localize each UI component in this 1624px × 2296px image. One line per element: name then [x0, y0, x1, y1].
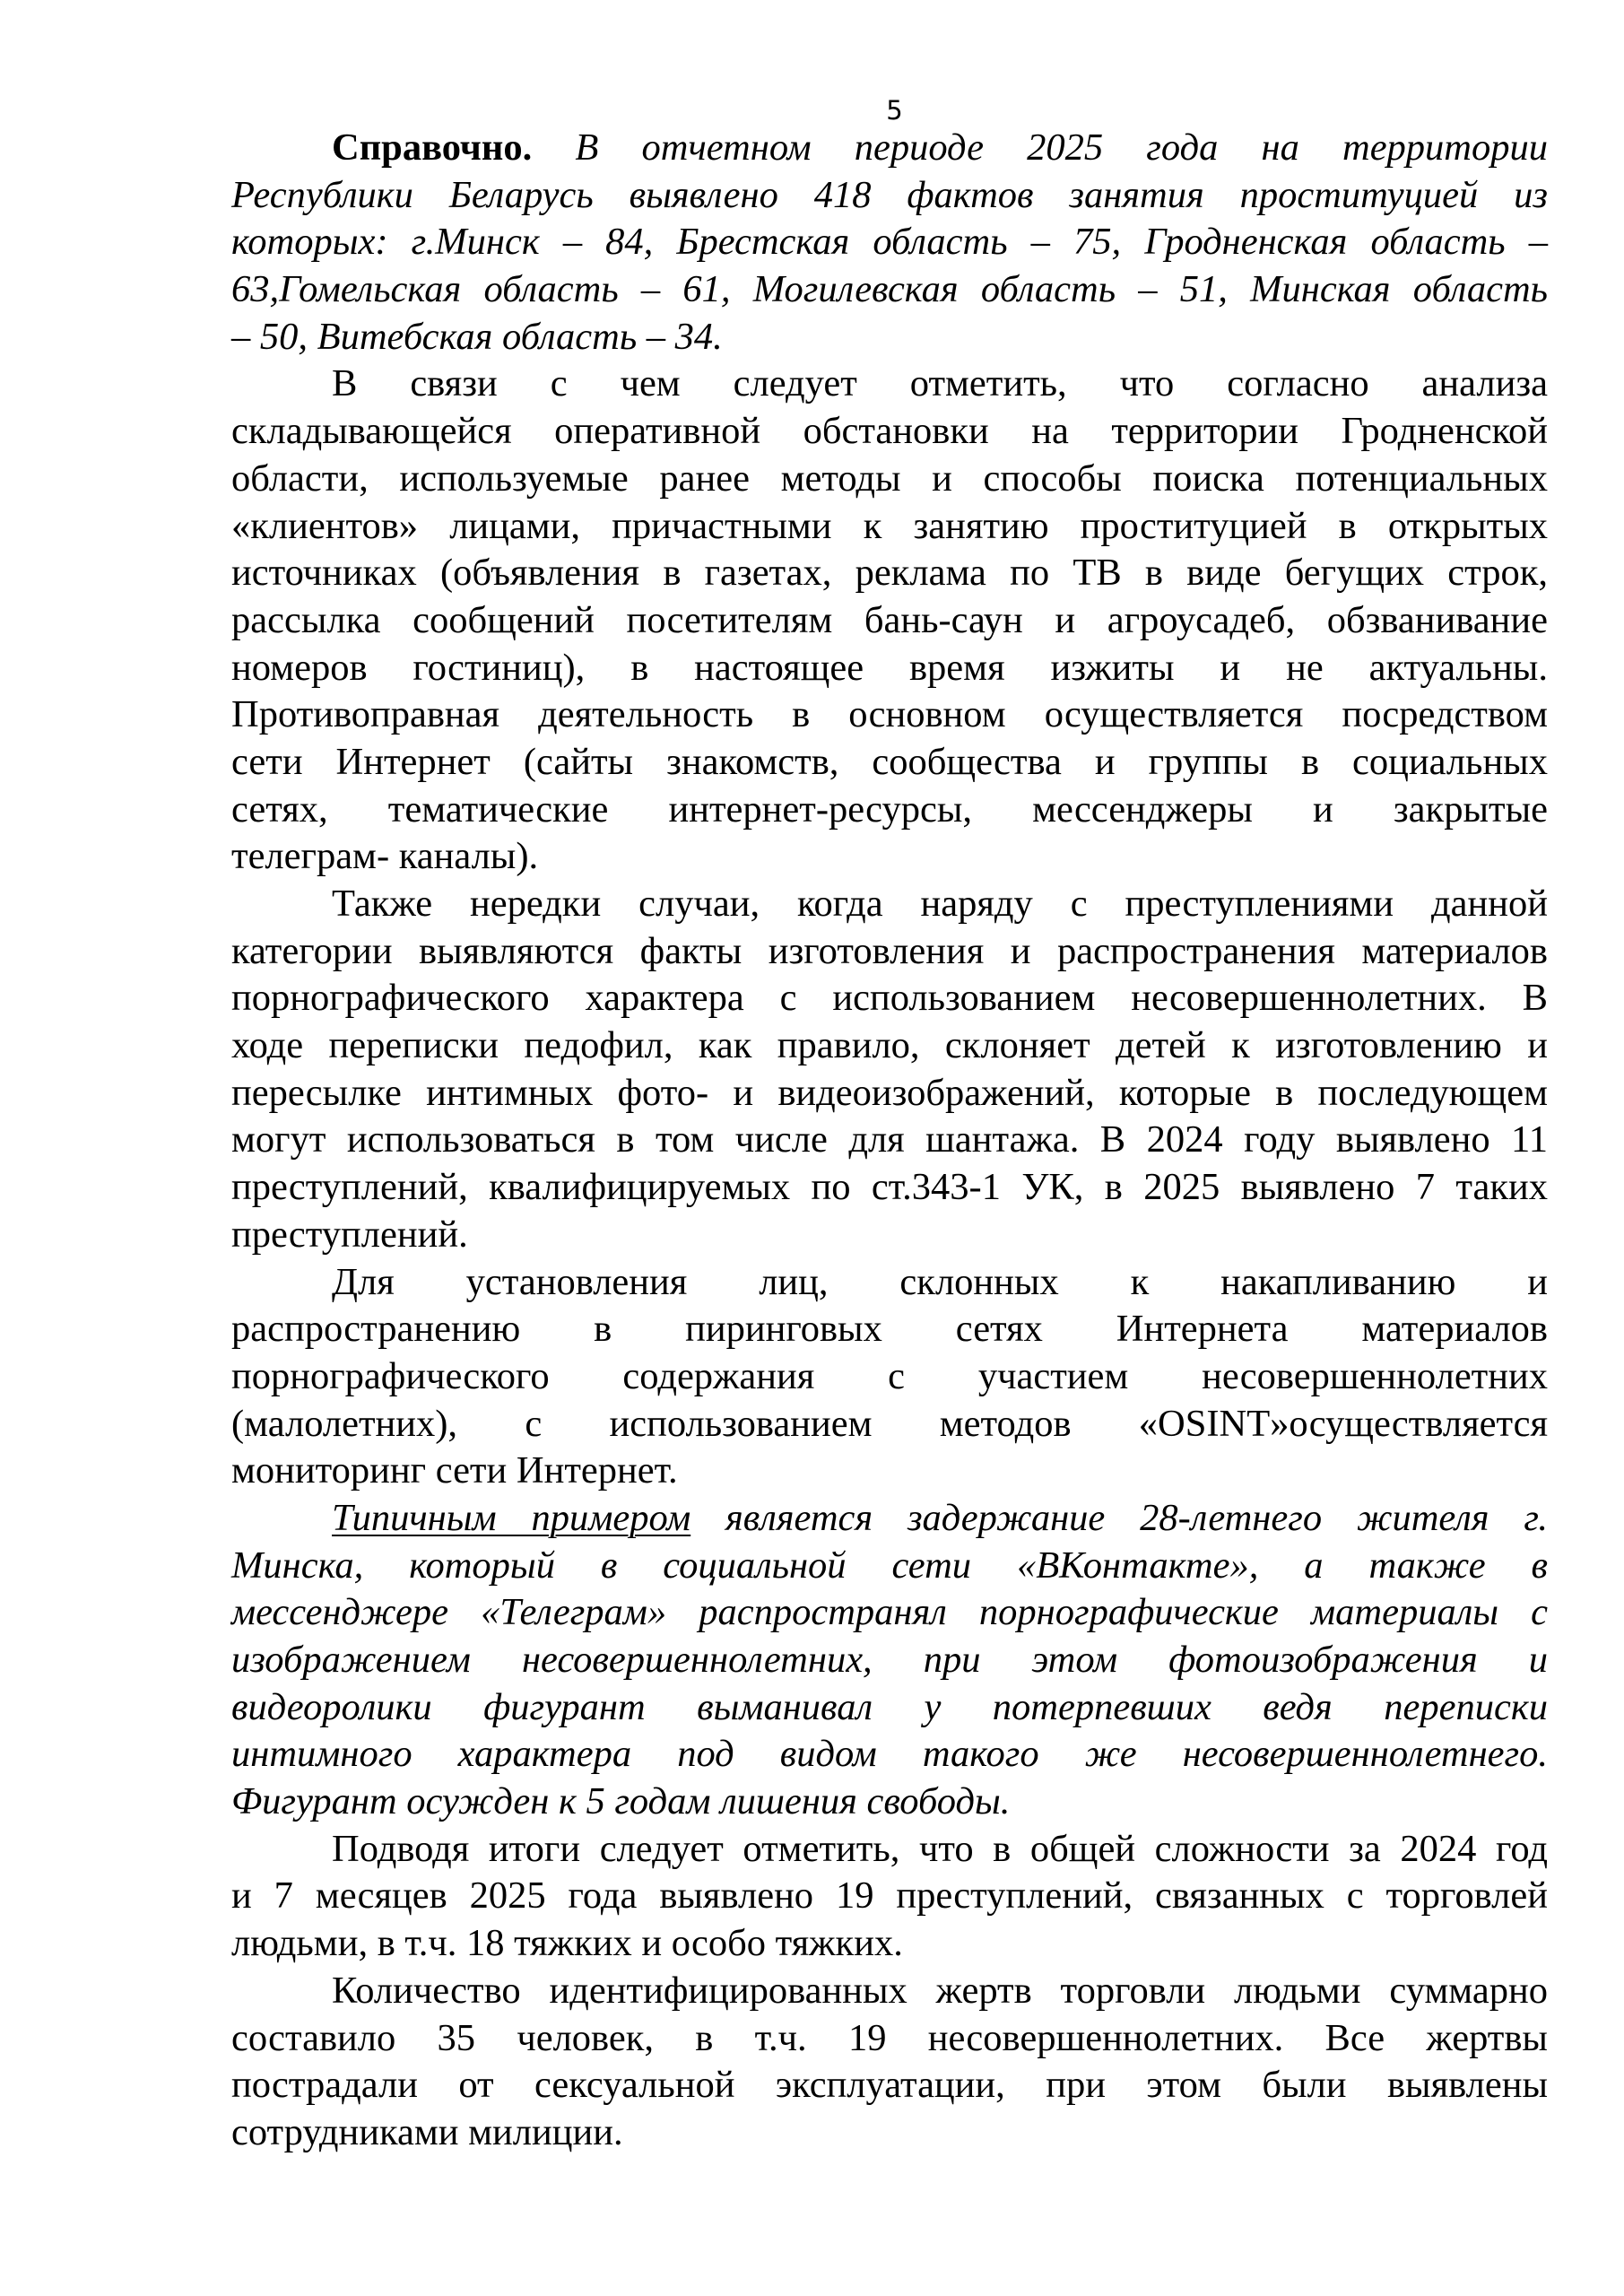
text-line: сетях, тематические интернет-ресурсы, мессенджеры и закрытые	[231, 787, 1548, 831]
text-line: преступлений.	[231, 1213, 468, 1256]
text-line: Также нередки случаи, когда наряду с преступлениями данной	[332, 883, 1548, 925]
text-line: порнографического содержания с участием несовершеннолетних	[231, 1354, 1548, 1397]
pornography-paragraph	[231, 881, 1548, 1259]
text-line: Справочно. В отчетном периоде 2025 года на территории	[332, 126, 1548, 169]
text-line: телеграм- каналы).	[231, 835, 539, 878]
text-line: В связи с чем следует отметить, что согласно анализа	[332, 362, 1548, 405]
text-line: источниках (объявления в газетах, реклама по ТВ в виде бегущих строк,	[231, 552, 1548, 595]
text-line: могут использоваться в том числе для шантажа. В 2024 году выявлено 11	[231, 1118, 1548, 1161]
text-line: распространению в пиринговых сетях Интернета материалов	[231, 1308, 1548, 1351]
text-line: преступлений, квалифицируемых по ст.343-1 УК, в 2025 выявлено 7 таких	[231, 1166, 1548, 1209]
text-line: – 50, Витебская область – 34.	[231, 315, 723, 358]
text-line: Подводя итоги следует отметить, что в общей сложности за 2024 год	[332, 1827, 1548, 1870]
text-line: сети Интернет (сайты знакомств, сообщества и группы в социальных	[231, 740, 1548, 783]
reference-note-label: Справочно.	[332, 126, 533, 169]
reference-note-paragraph	[231, 125, 1548, 361]
victims-paragraph	[231, 1968, 1548, 2157]
example-paragraph	[231, 1495, 1548, 1826]
text-line: Типичным примером является задержание 28-летнего жителя г.	[332, 1496, 1548, 1539]
text-line: (малолетних), с использованием методов «OSINT»осуществляется	[231, 1402, 1548, 1445]
text-line: складывающейся оперативной обстановки на территории Гродненской	[231, 410, 1548, 453]
text-line: Противоправная деятельность в основном осуществляется посредством	[231, 693, 1548, 736]
text-line: Минска, который в социальной сети «ВКонтакте», а также в	[231, 1544, 1548, 1587]
text-line: порнографического характера с использованием несовершеннолетних. В	[231, 977, 1548, 1020]
text-line: сотрудниками милиции.	[231, 2110, 623, 2153]
text-line: области, используемые ранее методы и способы поиска потенциальных	[231, 457, 1548, 500]
text-line: пересылке интимных фото- и видеоизображений, которые в последующем	[231, 1071, 1548, 1114]
text-line: интимного характера под видом такого же несовершеннолетнего.	[231, 1733, 1548, 1776]
text-line: «клиентов» лицами, причастными к занятию проституцией в открытых	[231, 504, 1548, 547]
document-body	[231, 125, 1548, 2157]
text-line: составило 35 человек, в т.ч. 19 несовершеннолетних. Все жертвы	[231, 2016, 1548, 2059]
text-line: изображением несовершеннолетних, при этом фотоизображения и	[231, 1639, 1548, 1681]
text-line: Для установления лиц, склонных к накапливанию и	[332, 1260, 1548, 1303]
text-line: мониторинг сети Интернет.	[231, 1449, 678, 1492]
text-line: мессенджере «Телеграм» распространял порнографические материалы с	[231, 1591, 1548, 1634]
example-lead-underlined: Типичным примером	[332, 1496, 691, 1539]
text-line: категории выявляются факты изготовления и распространения материалов	[231, 929, 1548, 972]
text-line: которых: г.Минск – 84, Брестская область – 75, Гродненская область –	[231, 221, 1548, 264]
text-line: номеров гостиниц), в настоящее время изжиты и не актуальны.	[231, 646, 1548, 689]
text-line: людьми, в т.ч. 18 тяжких и особо тяжких.	[231, 1922, 903, 1965]
methods-paragraph	[231, 361, 1548, 881]
osint-paragraph	[231, 1259, 1548, 1495]
text-line: пострадали от сексуальной эксплуатации, при этом были выявлены	[231, 2064, 1548, 2107]
text-line: видеоролики фигурант выманивал у потерпевших ведя переписки	[231, 1685, 1548, 1728]
text-line: Количество идентифицированных жертв торговли людьми суммарно	[332, 1969, 1548, 2012]
text-line: Фигурант осужден к 5 годам лишения свободы.	[231, 1780, 1011, 1823]
text-line: и 7 месяцев 2025 года выявлено 19 преступлений, связанных с торговлей	[231, 1874, 1548, 1918]
page-number: 5	[886, 95, 903, 126]
text-line: ходе переписки педофил, как правило, склоняет детей к изготовлению и	[231, 1024, 1548, 1067]
text-line: Республики Беларусь выявлено 418 фактов занятия проституцией из	[231, 173, 1548, 216]
text-line: рассылка сообщений посетителям бань-саун и агроусадеб, обзванивание	[231, 598, 1548, 641]
text-line: 63,Гомельская область – 61, Могилевская область – 51, Минская область	[231, 268, 1548, 311]
summary-paragraph	[231, 1826, 1548, 1968]
